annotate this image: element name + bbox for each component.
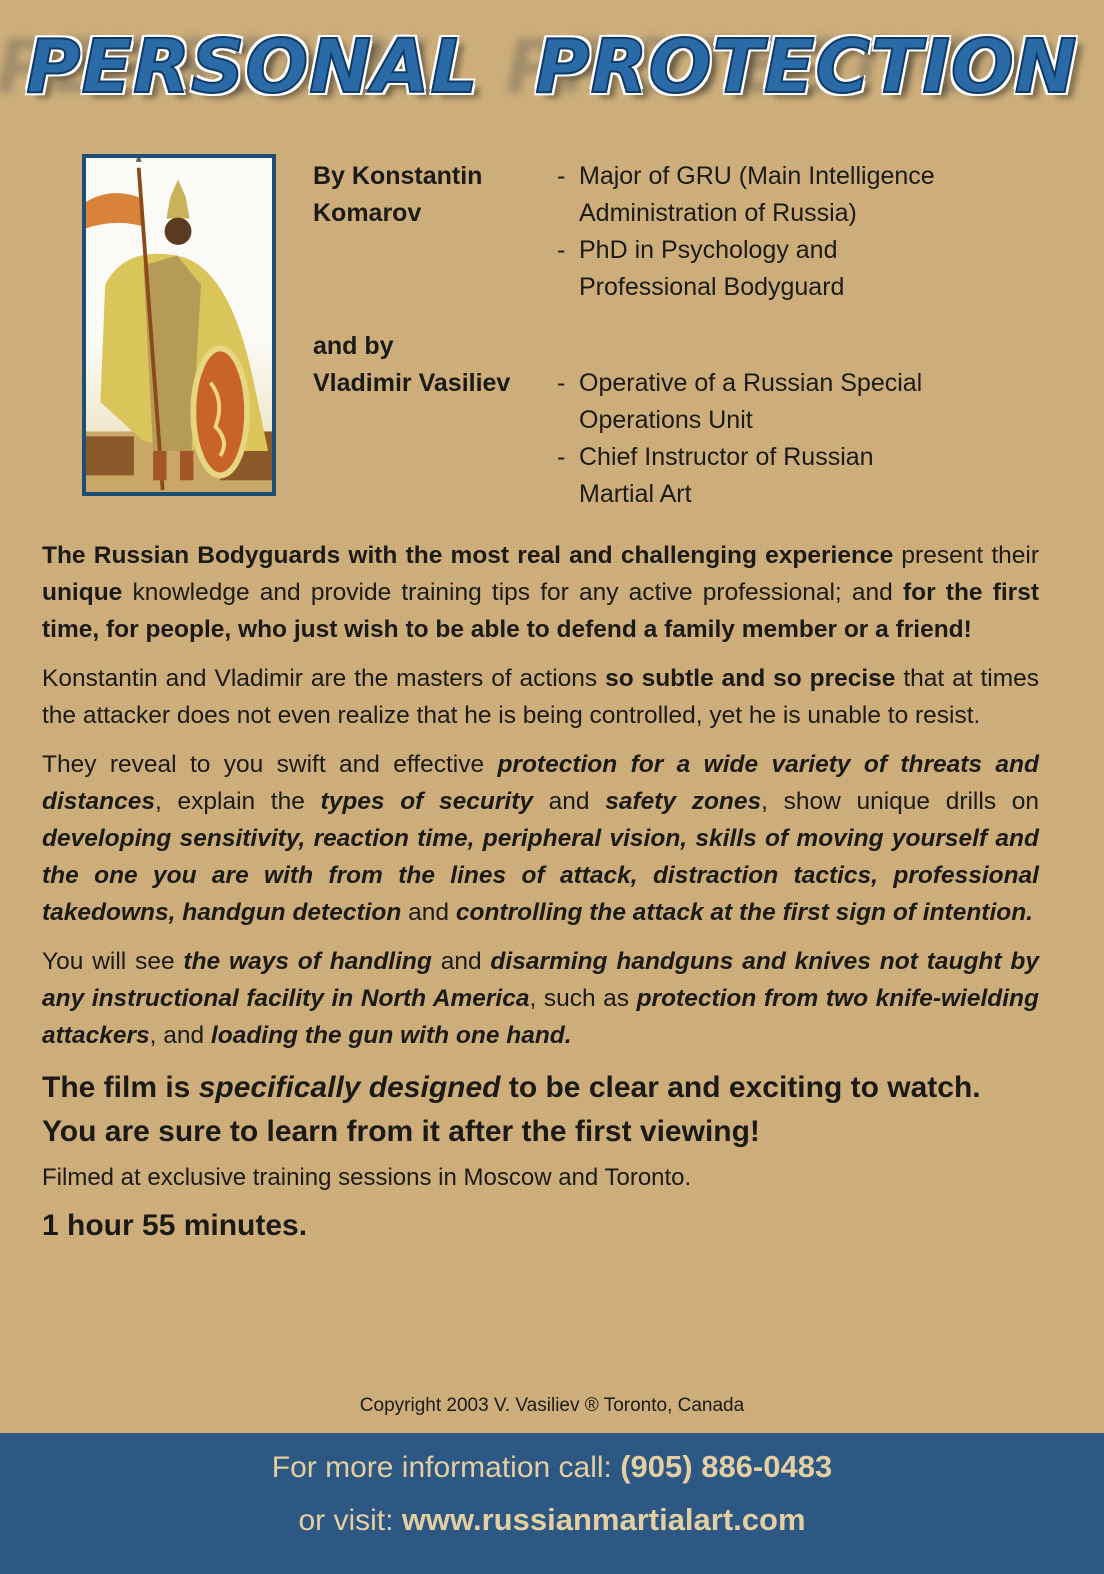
role-line: Martial Art [579,480,692,508]
duration: 1 hour 55 minutes. [42,1209,308,1242]
text: Konstantin and Vladimir are the masters of actions [42,665,606,692]
role-line: Operative of a Russian Special [579,369,923,397]
emphasis: loading the gun with one hand. [210,1022,572,1049]
role-line: PhD in Psychology and [579,236,838,264]
role-text [579,232,844,306]
credit-vasiliev [313,365,1013,513]
credit-komarov [313,158,1013,306]
author-name-line: Komarov [313,199,422,227]
emphasis: The Russian Bodyguards with the most real and challenging experience [42,542,894,569]
visit-label: or visit: [298,1504,402,1537]
phone-line [0,1447,1104,1488]
role-dash: - [557,443,566,471]
text: , such as [529,985,637,1012]
description-body [42,537,1039,1248]
emphasis: protection from two knife-wielding attackers [42,985,1039,1049]
emphasis: the ways of handling [183,948,432,975]
cover-title [0,22,1104,112]
emphasis: unique [42,579,123,606]
emphasis: specifically designed [198,1071,501,1104]
text: , show unique drills on [761,788,1039,815]
role-line: Major of GRU (Main Intelligence [579,162,935,190]
author-roles [557,158,1013,306]
emphasis: disarming handguns and knives not taught by any instructional facility in North America [42,948,1039,1012]
contact-footer [0,1433,1104,1574]
role-item [557,365,1013,439]
paragraph-masters [42,660,1039,734]
emphasis: protection for a wide variety of threats and distances [42,751,1039,815]
role-text [579,439,874,513]
warrior-image-icon [86,158,272,492]
role-item [557,439,1013,513]
and-by-label: and by [313,332,394,360]
website-line [0,1500,1104,1541]
emphasis: developing sensitivity, reaction time, peripheral vision, skills of moving yourself and the one you are with from the lines of attack, distraction tactics, professional takedowns, handgun detection [42,825,1039,926]
title-word-personal: PERSONAL [26,24,479,110]
role-dash: - [557,162,566,190]
author-name-line: By Konstantin [313,162,483,190]
credits-section [313,158,1013,513]
emphasis: types of security [320,788,533,815]
role-text [579,158,935,232]
title-word-protection: PROTECTION [535,24,1078,110]
copyright: Copyright 2003 V. Vasiliev ® Toronto, Canada [359,1395,745,1416]
text: They reveal to you swift and effective [42,751,498,778]
text: , and [149,1022,211,1049]
text: knowledge and provide training tips for any active professional; and [122,579,903,606]
emphasis: so subtle and so precise [605,665,896,692]
author-roles [557,365,1013,513]
website-link[interactable]: www.russianmartialart.com [401,1502,806,1537]
emphasis: controlling the attack at the first sign of intention. [455,899,1033,926]
text: and [431,948,491,975]
role-line: Operations Unit [579,406,753,434]
paragraph-intro [42,537,1039,648]
text: and [401,899,456,926]
paragraph-topics [42,746,1039,931]
emphasis: safety zones [605,788,762,815]
text: You will see [42,948,184,975]
phone-number[interactable]: (905) 886-0483 [620,1449,833,1484]
role-item [557,158,1013,232]
paragraph-disarming [42,943,1039,1054]
text: , explain the [155,788,321,815]
role-line: Professional Bodyguard [579,273,845,301]
emphasis: for the first time, for people, who just wish to be able to defend a family member or a friend! [42,579,1039,643]
role-line: Administration of Russia) [579,199,857,227]
role-line: Chief Instructor of Russian [579,443,874,471]
filmed-note: Filmed at exclusive training sessions in Moscow and Toronto. [42,1164,692,1191]
tagline [42,1066,1039,1154]
text: and [532,788,606,815]
text: The film is [42,1071,199,1104]
role-dash: - [557,369,566,397]
role-item [557,232,1013,306]
author-name [313,158,557,306]
role-dash: - [557,236,566,264]
warrior-illustration [82,154,276,496]
text: to be clear and exciting to watch. You are sure to learn from it after the first viewing! [42,1071,981,1148]
author-name [313,365,557,513]
text: present their [893,542,1039,569]
call-label: For more information call: [271,1451,621,1484]
text: that at times the attacker does not even realize that he is being controlled, yet he is unable to resist. [42,665,1039,729]
author-name-line: Vladimir Vasiliev [313,369,511,397]
role-text [579,365,922,439]
